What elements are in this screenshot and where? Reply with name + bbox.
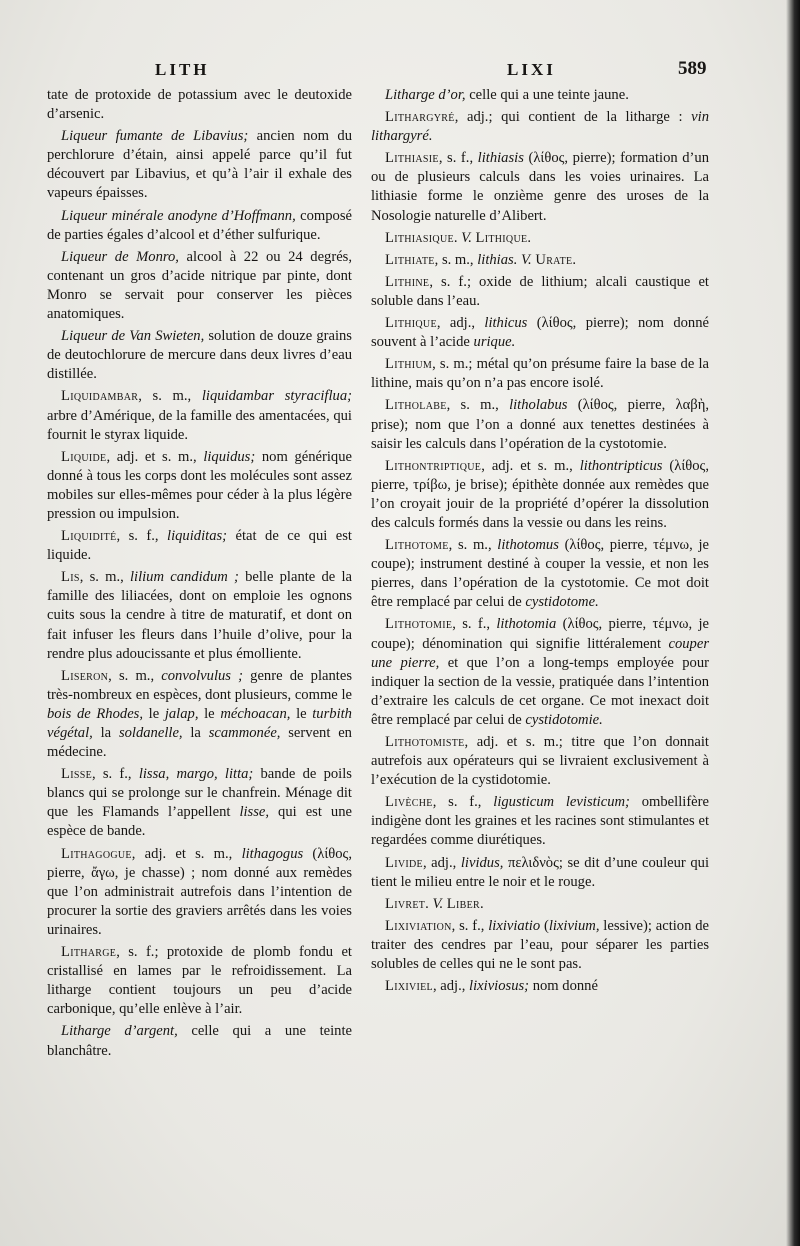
dictionary-entry xyxy=(47,86,352,124)
entry-italic-text: couper une pierre, xyxy=(371,635,709,671)
entry-text: arbre d’Amérique, de la famille des amentacées, qui fournit le styrax liquide. xyxy=(47,407,352,443)
entry-italic-text: lissa, margo, litta; xyxy=(138,766,254,783)
entry-italic-text: lithicus xyxy=(484,315,528,332)
entry-text: , s. f., xyxy=(452,616,497,633)
dictionary-entry xyxy=(371,273,709,311)
entry-italic-text: scammonée, xyxy=(208,725,281,741)
entry-headword: Lixiviel xyxy=(385,978,433,995)
entry-italic-text: lixiviatio xyxy=(488,917,541,934)
entry-italic-text: liquidus; xyxy=(203,448,256,465)
entry-text: , s. m., xyxy=(446,397,510,414)
entry-headword: Lithotomie xyxy=(385,616,453,633)
entry-text: qui est une espèce de bande. xyxy=(47,804,352,840)
entry-italic-text: jalap, xyxy=(164,705,199,722)
dictionary-entry xyxy=(47,943,352,1019)
entry-text: et que l’on a long-temps employée pour indiquer la section de la vessie, pratiquée dans l’intention d’extraire les calculs de cet organe. Ce mot inexact doit être remplacé par celui de xyxy=(371,654,709,728)
entry-text: celle qui a une teinte blanchâtre. xyxy=(47,1023,353,1059)
entry-text: . xyxy=(572,251,577,268)
entry-text: , s. f., xyxy=(451,917,489,934)
dictionary-entry xyxy=(371,895,709,914)
dictionary-entry xyxy=(371,314,709,352)
dictionary-entry xyxy=(47,527,352,565)
entry-italic-text: Litharge d’argent, xyxy=(61,1023,178,1040)
dictionary-entry xyxy=(371,733,709,790)
entry-text: , adj. et s. m., xyxy=(481,457,580,474)
entry-text: , s. m.; métal qu’on présume faire la base de la lithine, mais qu’on n’a pas encore isolé. xyxy=(371,356,709,392)
entry-text: . xyxy=(480,895,484,912)
entry-headword: Lithontriptique xyxy=(385,457,482,474)
entry-italic-text: V. xyxy=(461,229,472,246)
entry-headword: Liquidité xyxy=(61,528,117,545)
dictionary-entry xyxy=(47,127,352,203)
dictionary-entry xyxy=(47,1022,352,1060)
entry-italic-text: turbith végétal, xyxy=(47,705,352,741)
entry-text: , adj., xyxy=(432,978,470,995)
entry-italic-text: vin lithargyré. xyxy=(371,109,709,145)
entry-text: , adj., xyxy=(436,315,485,332)
entry-text: , adj. et s. m.; titre que l’on donnait autrefois aux opérateurs qui se livraient exclusivement à l’exécution de la cystidotomie. xyxy=(371,734,709,789)
entry-text: nom générique donné à tous les corps dont les molécules sont assez mobiles sur elles-mêmes pour céder à la plus légère pression ou impulsion. xyxy=(47,448,352,522)
dictionary-entry xyxy=(47,568,352,663)
entry-italic-text: Liqueur de Van Swieten, xyxy=(61,328,205,345)
entry-text: , s. m., xyxy=(79,569,130,586)
entry-headword: Lithium xyxy=(385,356,433,373)
entry-italic-text: Liqueur fumante de Libavius; xyxy=(61,128,249,145)
entry-headword: Lithargyré xyxy=(385,109,455,126)
entry-headword: Liseron xyxy=(61,667,109,684)
entry-headword: Litharge xyxy=(61,944,117,961)
entry-italic-text: lividus, xyxy=(460,854,504,871)
entry-text: (λίθος, pierre, λαβὴ, prise); nom que l’on a donné aux tenettes destinées à saisir les calculs dans l’opération de la cystotomie. xyxy=(371,397,709,452)
running-header xyxy=(0,56,800,86)
entry-headword: Liber xyxy=(446,895,480,912)
entry-text: , s. m., xyxy=(108,667,162,684)
entry-text: , adj. et s. m., xyxy=(131,845,242,862)
entry-italic-text: lithias. V. xyxy=(477,251,532,268)
dictionary-entry xyxy=(47,845,352,940)
dictionary-entry xyxy=(371,793,709,850)
entry-text: , s. f.; protoxide de plomb fondu et cristallisé en lames par le refroidissement. La litharge contient toujours un peu d’acide carbonique, qu’elle enlève à l’air. xyxy=(47,944,352,1018)
entry-italic-text: lithiasis xyxy=(477,150,524,167)
entry-text: le xyxy=(290,705,313,722)
entry-italic-text: lithontripticus xyxy=(579,457,663,474)
entry-text: (λίθος, pierre, τέμνω, je coupe); instrument destiné à couper la vessie, et non les pierres, dans l’opération de la cystotomie. Ce mot doit être remplacé par celui de xyxy=(371,537,710,611)
dictionary-entry xyxy=(371,86,709,105)
entry-headword: Livide xyxy=(385,854,423,871)
entry-italic-text: lithagogus xyxy=(241,845,304,862)
page-edge-shadow xyxy=(786,0,800,1246)
entry-text: le xyxy=(143,705,165,722)
entry-text: la xyxy=(182,725,209,741)
entry-text: . xyxy=(453,229,462,246)
entry-text: celle qui a une teinte jaune. xyxy=(465,87,629,103)
entry-text: , s. f., xyxy=(432,794,494,811)
right-column xyxy=(371,86,709,999)
entry-headword: Lixiviation xyxy=(385,917,452,934)
entry-italic-text: liquiditas; xyxy=(167,528,228,545)
entry-text: (λίθος, pierre, ἄγω, je chasse) ; nom donné aux remèdes que l’on administrait autrefois dans l’intention de procurer la sortie des graviers arrêtés dans les voies urinaires. xyxy=(47,845,352,938)
entry-italic-text: Liqueur minérale anodyne d’Hoffmann, xyxy=(61,207,296,224)
dictionary-entry xyxy=(371,854,709,892)
entry-text: , adj., xyxy=(422,854,461,871)
dictionary-entry xyxy=(371,149,709,225)
entry-italic-text: ligusticum levisticum; xyxy=(493,794,630,811)
entry-text: belle plante de la famille des liliacées, dont on emploie les ognons cuits sous la cendre à titre de maturatif, et dont on fait infuser les fleurs dans l’huile d’olive, pour la rendre plus adoucissante et plus émolliente. xyxy=(47,569,353,662)
entry-text: , s. f.; oxide de lithium; alcali caustique et soluble dans l’eau. xyxy=(371,273,709,309)
entry-headword: Livèche xyxy=(385,794,433,811)
entry-text: tate de protoxide de potassium avec le deutoxide d’arsenic. xyxy=(47,87,352,123)
page-number: 589 xyxy=(678,58,707,79)
entry-italic-text: cystidotomie. xyxy=(525,711,603,728)
entry-headword: Lithine xyxy=(385,273,430,290)
entry-headword: Liquide xyxy=(61,448,107,465)
dictionary-entry xyxy=(371,355,709,393)
entry-italic-text: soldanelle, xyxy=(118,725,183,741)
entry-italic-text: V. xyxy=(432,895,444,912)
entry-headword: Liquidambar xyxy=(61,388,139,405)
entry-text: ( xyxy=(540,917,549,934)
entry-headword: Livret xyxy=(385,895,426,912)
entry-headword: Lis xyxy=(61,569,80,586)
dictionary-entry xyxy=(371,615,709,730)
entry-text: (λίθος, pierre); formation d’un ou de plusieurs calculs dans les voies urinaires. La lithiasie forme le onzième genre des uroses de la Nosologie naturelle d’Alibert. xyxy=(371,150,709,224)
entry-text: bande de poils blancs qui se prolonge sur le chanfrein. Ménage dit que les Flamands l’appellent xyxy=(47,766,352,821)
dictionary-entry xyxy=(371,108,709,146)
dictionary-entry xyxy=(371,917,709,974)
dictionary-entry xyxy=(371,457,709,533)
entry-italic-text: Litharge d’or, xyxy=(385,87,466,103)
entry-headword: Lithiate xyxy=(385,251,435,268)
dictionary-entry xyxy=(371,977,709,996)
entry-italic-text: lithotomus xyxy=(497,537,559,554)
dictionary-entry xyxy=(371,536,709,612)
entry-headword: Lithique xyxy=(475,229,528,246)
entry-headword: Lithagogue xyxy=(61,845,132,862)
entry-text: , s. f., xyxy=(116,528,168,545)
entry-headword: Lisse xyxy=(61,766,92,783)
entry-text: , s. m., xyxy=(138,388,202,405)
entry-text: (λίθος, pierre, τρίβω, je brise); épithète donnée aux remèdes que l’on croyait jouir de la propriété d’opérer la dissolution des calculs formés dans la vessie ou dans les reins. xyxy=(371,457,709,531)
entry-italic-text: méchoacan, xyxy=(220,705,291,722)
entry-text: composé de parties égales d’alcool et d’éther sulfurique. xyxy=(47,207,352,243)
entry-headword: Lithotome xyxy=(385,537,449,554)
dictionary-entry xyxy=(47,327,352,384)
entry-text: alcool à 22 ou 24 degrés, contenant un gros d’acide nitrique par pinte, dont Monro se servait pour conserver les pièces anatomiques. xyxy=(47,248,353,323)
entry-text: servent en médecine. xyxy=(47,725,352,761)
dictionary-entry xyxy=(47,248,352,324)
entry-italic-text: liquidambar styraciflua; xyxy=(201,388,352,405)
entry-headword: Lithique xyxy=(385,315,437,332)
entry-text: , s. m., xyxy=(434,251,478,268)
entry-text: nom donné xyxy=(529,978,598,995)
entry-headword: Lithiasique xyxy=(385,229,454,246)
entry-italic-text: lilium candidum ; xyxy=(129,569,239,586)
entry-text: , s. f., xyxy=(438,150,478,167)
entry-italic-text: Liqueur de Monro, xyxy=(61,248,179,265)
entry-text: solution de douze grains de deutochlorure de mercure dans deux livres d’eau distillée. xyxy=(47,328,352,383)
entry-headword: Lithiasie xyxy=(385,150,439,167)
entry-text: état de ce qui est liquide. xyxy=(47,528,352,564)
dictionary-entry xyxy=(47,667,352,762)
entry-italic-text: lithotomia xyxy=(496,616,557,633)
dictionary-entry xyxy=(47,207,352,245)
entry-text: (λίθος, pierre); nom donné souvent à l’acide xyxy=(371,315,709,351)
entry-text: genre de plantes très-nombreux en espèces, dont plusieurs, comme le xyxy=(47,667,353,703)
entry-italic-text: cystidotome. xyxy=(525,594,599,611)
entry-italic-text: lisse, xyxy=(239,804,270,821)
entry-headword: Urate xyxy=(535,251,573,268)
entry-text: , adj.; qui contient de la litharge : xyxy=(454,109,692,126)
header-left-word: LITH xyxy=(155,60,210,79)
dictionary-entry xyxy=(371,229,709,248)
dictionary-entry xyxy=(371,251,709,270)
entry-italic-text: lixivium, xyxy=(548,917,600,934)
entry-text: le xyxy=(198,705,221,722)
entry-italic-text: convolvulus ; xyxy=(161,667,243,684)
entry-italic-text: bois de Rhodes, xyxy=(47,705,143,722)
left-column xyxy=(47,86,352,1064)
entry-italic-text: urique. xyxy=(473,334,516,351)
entry-text: , s. m., xyxy=(448,537,498,554)
entry-text: , adj. et s. m., xyxy=(106,448,204,465)
dictionary-entry xyxy=(47,448,352,524)
dictionary-entry xyxy=(47,765,352,841)
entry-italic-text: litholabus xyxy=(509,397,568,414)
entry-italic-text: lixiviosus; xyxy=(469,978,530,995)
dictionary-entry xyxy=(47,387,352,444)
entry-text: . xyxy=(527,229,532,246)
entry-headword: Lithotomiste xyxy=(385,734,465,750)
entry-text: ombellifère indigène dont les graines et les racines sont stimulantes et regardées comme diurétiques. xyxy=(371,794,709,849)
entry-text: . xyxy=(425,895,433,912)
entry-text: la xyxy=(92,725,119,741)
entry-headword: Litholabe xyxy=(385,397,447,414)
dictionary-entry xyxy=(371,396,709,453)
entry-text: , s. f., xyxy=(91,766,139,783)
header-right-word: LIXI xyxy=(507,60,556,79)
entry-text: lessive); action de traiter des cendres par l’eau, pour séparer les parties solubles de celles qui ne le sont pas. xyxy=(371,917,709,973)
entry-text: (λίθος, pierre, τέμνω, je coupe); dénomination qui signifie littéralement xyxy=(371,616,709,652)
entry-text: πελιδνὸς; se dit d’une couleur qui tient le milieu entre le noir et le rouge. xyxy=(371,854,709,890)
entry-text: ancien nom du perchlorure d’étain, ainsi appelé parce qu’il fut découvert par Libavius, et qu’à l’air il exhale des vapeurs épaisses. xyxy=(47,128,352,202)
